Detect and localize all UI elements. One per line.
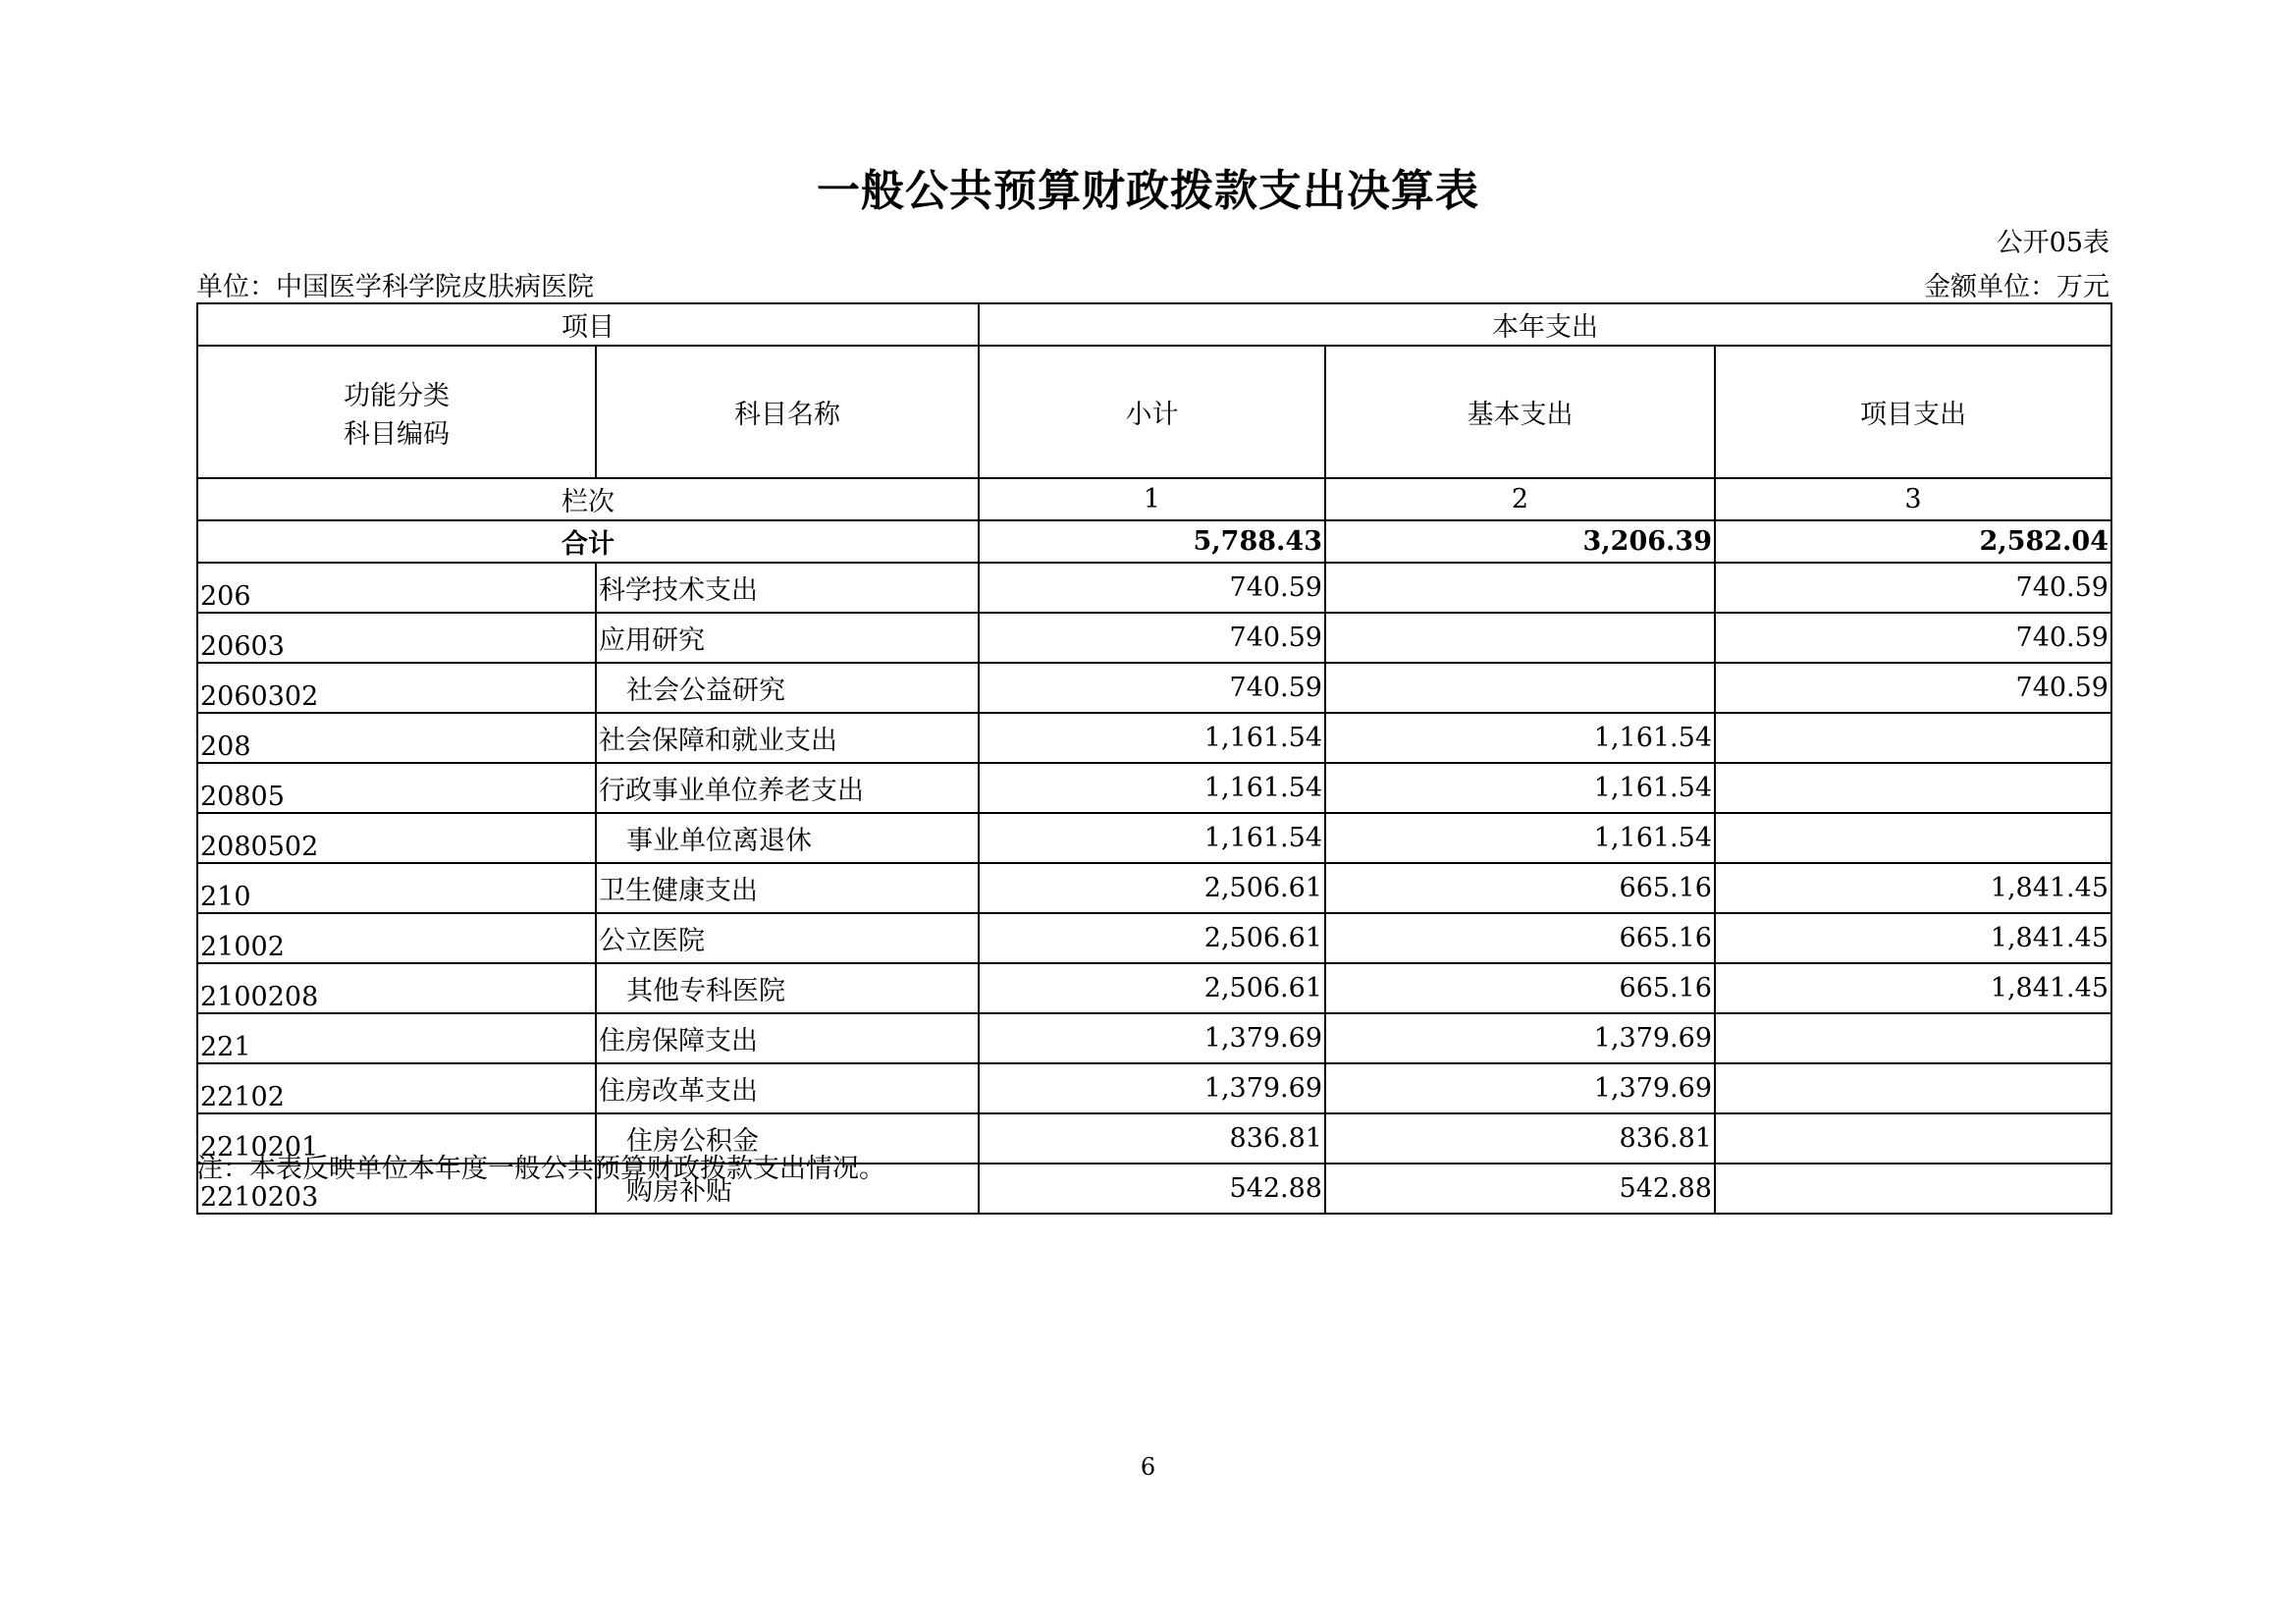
row-code: 2210201 xyxy=(197,1113,596,1164)
row-subtotal: 1,161.54 xyxy=(979,813,1325,863)
row-basic xyxy=(1325,563,1715,613)
row-code: 21002 xyxy=(197,913,596,963)
table-number: 公开05表 xyxy=(1996,228,2109,258)
header-subject-name: 科目名称 xyxy=(596,346,979,478)
total-label: 合计 xyxy=(197,520,979,563)
row-subtotal: 542.88 xyxy=(979,1164,1325,1214)
row-basic: 1,379.69 xyxy=(1325,1063,1715,1113)
row-subtotal: 1,379.69 xyxy=(979,1013,1325,1063)
header-subtotal: 小计 xyxy=(979,346,1325,478)
table-row xyxy=(197,1063,2111,1113)
table-note: 注：本表反映单位本年度一般公共预算财政拨款支出情况。 xyxy=(196,1154,885,1184)
header-basic: 基本支出 xyxy=(1325,346,1715,478)
row-project xyxy=(1715,1013,2111,1063)
row-subtotal: 740.59 xyxy=(979,563,1325,613)
row-subtotal: 740.59 xyxy=(979,663,1325,713)
row-subject-name: 公立医院 xyxy=(596,913,979,963)
row-code: 221 xyxy=(197,1013,596,1063)
row-subtotal: 2,506.61 xyxy=(979,863,1325,913)
total-row xyxy=(197,520,2111,563)
row-code: 2210203 xyxy=(197,1164,596,1214)
total-project: 2,582.04 xyxy=(1715,520,2111,563)
row-subject-name: 科学技术支出 xyxy=(596,563,979,613)
header-project: 项目支出 xyxy=(1715,346,2111,478)
column-number-1: 1 xyxy=(979,478,1325,520)
row-subtotal: 836.81 xyxy=(979,1113,1325,1164)
table-row xyxy=(197,963,2111,1013)
row-project: 740.59 xyxy=(1715,613,2111,663)
row-project xyxy=(1715,763,2111,813)
row-code: 208 xyxy=(197,713,596,763)
table-row xyxy=(197,763,2111,813)
row-subject-name: 应用研究 xyxy=(596,613,979,663)
row-basic: 542.88 xyxy=(1325,1164,1715,1214)
row-basic: 1,379.69 xyxy=(1325,1013,1715,1063)
row-project: 740.59 xyxy=(1715,663,2111,713)
column-number-3: 3 xyxy=(1715,478,2111,520)
row-subtotal: 740.59 xyxy=(979,613,1325,663)
table-row xyxy=(197,563,2111,613)
row-subject-name: 事业单位离退休 xyxy=(596,813,979,863)
table-row xyxy=(197,813,2111,863)
row-code: 22102 xyxy=(197,1063,596,1113)
row-project: 1,841.45 xyxy=(1715,963,2111,1013)
table-row xyxy=(197,713,2111,763)
row-subtotal: 2,506.61 xyxy=(979,963,1325,1013)
row-subject-name: 住房公积金 xyxy=(596,1113,979,1164)
row-subject-name: 住房改革支出 xyxy=(596,1063,979,1113)
row-project xyxy=(1715,1164,2111,1214)
column-number-row xyxy=(197,478,2111,520)
header-row-2 xyxy=(197,346,2111,478)
table-row xyxy=(197,1013,2111,1063)
total-basic: 3,206.39 xyxy=(1325,520,1715,563)
column-number-2: 2 xyxy=(1325,478,1715,520)
row-project: 1,841.45 xyxy=(1715,863,2111,913)
row-project xyxy=(1715,813,2111,863)
header-function-code-line2: 科目编码 xyxy=(344,418,450,450)
page-number: 6 xyxy=(1140,1453,1156,1481)
table-row xyxy=(197,913,2111,963)
row-code: 20603 xyxy=(197,613,596,663)
page-title: 一般公共预算财政拨款支出决算表 xyxy=(817,166,1479,216)
row-project: 740.59 xyxy=(1715,563,2111,613)
row-code: 2080502 xyxy=(197,813,596,863)
row-code: 2060302 xyxy=(197,663,596,713)
row-subtotal: 1,161.54 xyxy=(979,763,1325,813)
row-code: 20805 xyxy=(197,763,596,813)
total-subtotal: 5,788.43 xyxy=(979,520,1325,563)
row-subtotal: 2,506.61 xyxy=(979,913,1325,963)
row-basic: 1,161.54 xyxy=(1325,813,1715,863)
row-basic: 665.16 xyxy=(1325,963,1715,1013)
row-basic xyxy=(1325,663,1715,713)
table-row xyxy=(197,863,2111,913)
header-function-code-line1: 功能分类 xyxy=(344,380,450,411)
budget-table xyxy=(196,302,2112,1215)
header-item: 项目 xyxy=(197,303,979,346)
table-row xyxy=(197,613,2111,663)
row-code: 2100208 xyxy=(197,963,596,1013)
table-row xyxy=(197,663,2111,713)
reporting-unit: 单位：中国医学科学院皮肤病医院 xyxy=(196,272,594,302)
row-subject-name: 行政事业单位养老支出 xyxy=(596,763,979,813)
row-subject-name: 卫生健康支出 xyxy=(596,863,979,913)
row-subject-name: 住房保障支出 xyxy=(596,1013,979,1063)
row-project xyxy=(1715,1113,2111,1164)
row-project xyxy=(1715,1063,2111,1113)
row-subject-name: 社会保障和就业支出 xyxy=(596,713,979,763)
header-function-code xyxy=(197,346,596,478)
row-subtotal: 1,379.69 xyxy=(979,1063,1325,1113)
row-subject-name: 社会公益研究 xyxy=(596,663,979,713)
row-code: 210 xyxy=(197,863,596,913)
header-row-1 xyxy=(197,303,2111,346)
amount-unit: 金额单位：万元 xyxy=(1924,272,2109,302)
row-project xyxy=(1715,713,2111,763)
row-subtotal: 1,161.54 xyxy=(979,713,1325,763)
row-basic xyxy=(1325,613,1715,663)
row-basic: 665.16 xyxy=(1325,913,1715,963)
row-basic: 1,161.54 xyxy=(1325,763,1715,813)
column-number-label: 栏次 xyxy=(197,478,979,520)
row-code: 206 xyxy=(197,563,596,613)
row-basic: 836.81 xyxy=(1325,1113,1715,1164)
row-subject-name: 购房补贴 xyxy=(596,1164,979,1214)
row-project: 1,841.45 xyxy=(1715,913,2111,963)
row-basic: 665.16 xyxy=(1325,863,1715,913)
row-basic: 1,161.54 xyxy=(1325,713,1715,763)
row-subject-name: 其他专科医院 xyxy=(596,963,979,1013)
header-this-year: 本年支出 xyxy=(979,303,2111,346)
